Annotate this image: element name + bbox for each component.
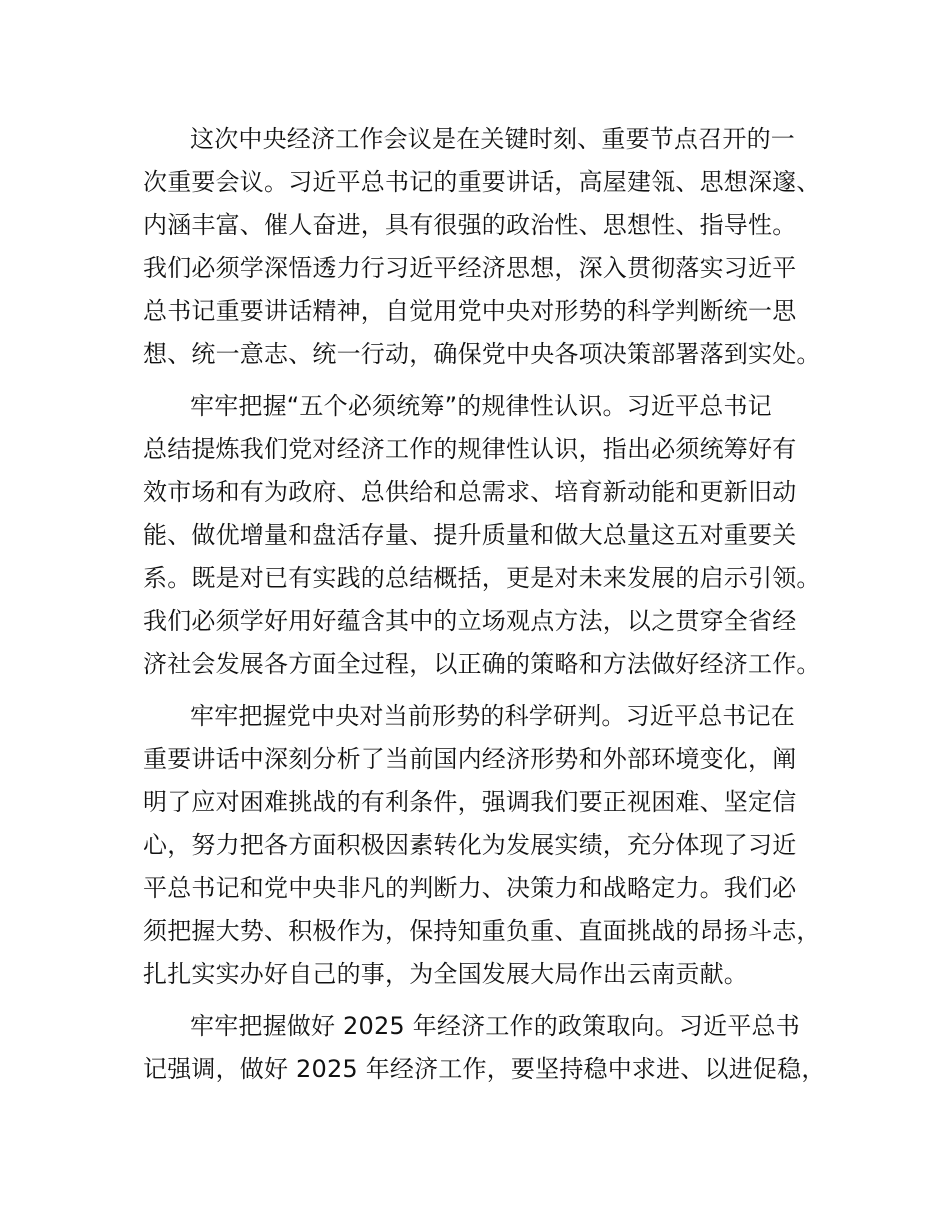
text-line: 这次中央经济工作会议是在关键时刻、重要节点召开的一 — [190, 125, 795, 153]
text-line: 总书记重要讲话精神，自觉用党中央对形势的科学判断统一思 — [143, 297, 797, 325]
text-line: 总结提炼我们党对经济工作的规律性认识，指出必须统筹好有 — [143, 435, 797, 463]
paragraph-five-musts — [143, 385, 833, 686]
paragraph-policy — [143, 1005, 833, 1091]
text-line: 内涵丰富、催人奋进，具有很强的政治性、思想性、指导性。 — [143, 211, 797, 239]
text-line: 想、统一意志、统一行动，确保党中央各项决策部署落到实处。 — [143, 340, 821, 368]
text-line: 我们必须学深悟透力行习近平经济思想，深入贯彻落实习近平 — [143, 254, 797, 282]
paragraph-intro — [143, 118, 833, 376]
document-page — [143, 118, 833, 1100]
text-line: 能、做优增量和盘活存量、提升质量和做大总量这五对重要关 — [143, 521, 797, 549]
text-line: 心，努力把各方面积极因素转化为发展实绩，充分体现了习近 — [143, 831, 797, 859]
text-line: 重要讲话中深刻分析了当前国内经济形势和外部环境变化，阐 — [143, 745, 797, 773]
text-line: 我们必须学好用好蕴含其中的立场观点方法，以之贯穿全省经 — [143, 607, 797, 635]
text-line: 须把握大势、积极作为，保持知重负重、直面挑战的昂扬斗志， — [143, 917, 821, 945]
text-line: 明了应对困难挑战的有利条件，强调我们要正视困难、坚定信 — [143, 788, 797, 816]
text-line: 牢牢把握党中央对当前形势的科学研判。习近平总书记在 — [190, 702, 795, 730]
text-line: 扎扎实实办好自己的事，为全国发展大局作出云南贡献。 — [143, 960, 748, 988]
text-line: 牢牢把握做好 2025 年经济工作的政策取向。习近平总书 — [190, 1012, 800, 1040]
text-line: 效市场和有为政府、总供给和总需求、培育新动能和更新旧动 — [143, 478, 797, 506]
text-line: 牢牢把握“五个必须统筹”的规律性认识。习近平总书记 — [190, 392, 772, 420]
text-line: 次重要会议。习近平总书记的重要讲话，高屋建瓴、思想深邃、 — [143, 168, 821, 196]
text-line: 记强调，做好 2025 年经济工作，要坚持稳中求进、以进促稳， — [143, 1055, 826, 1083]
paragraph-situation — [143, 695, 833, 996]
text-line: 平总书记和党中央非凡的判断力、决策力和战略定力。我们必 — [143, 874, 797, 902]
text-line: 系。既是对已有实践的总结概括，更是对未来发展的启示引领。 — [143, 564, 821, 592]
text-line: 济社会发展各方面全过程，以正确的策略和方法做好经济工作。 — [143, 650, 821, 678]
